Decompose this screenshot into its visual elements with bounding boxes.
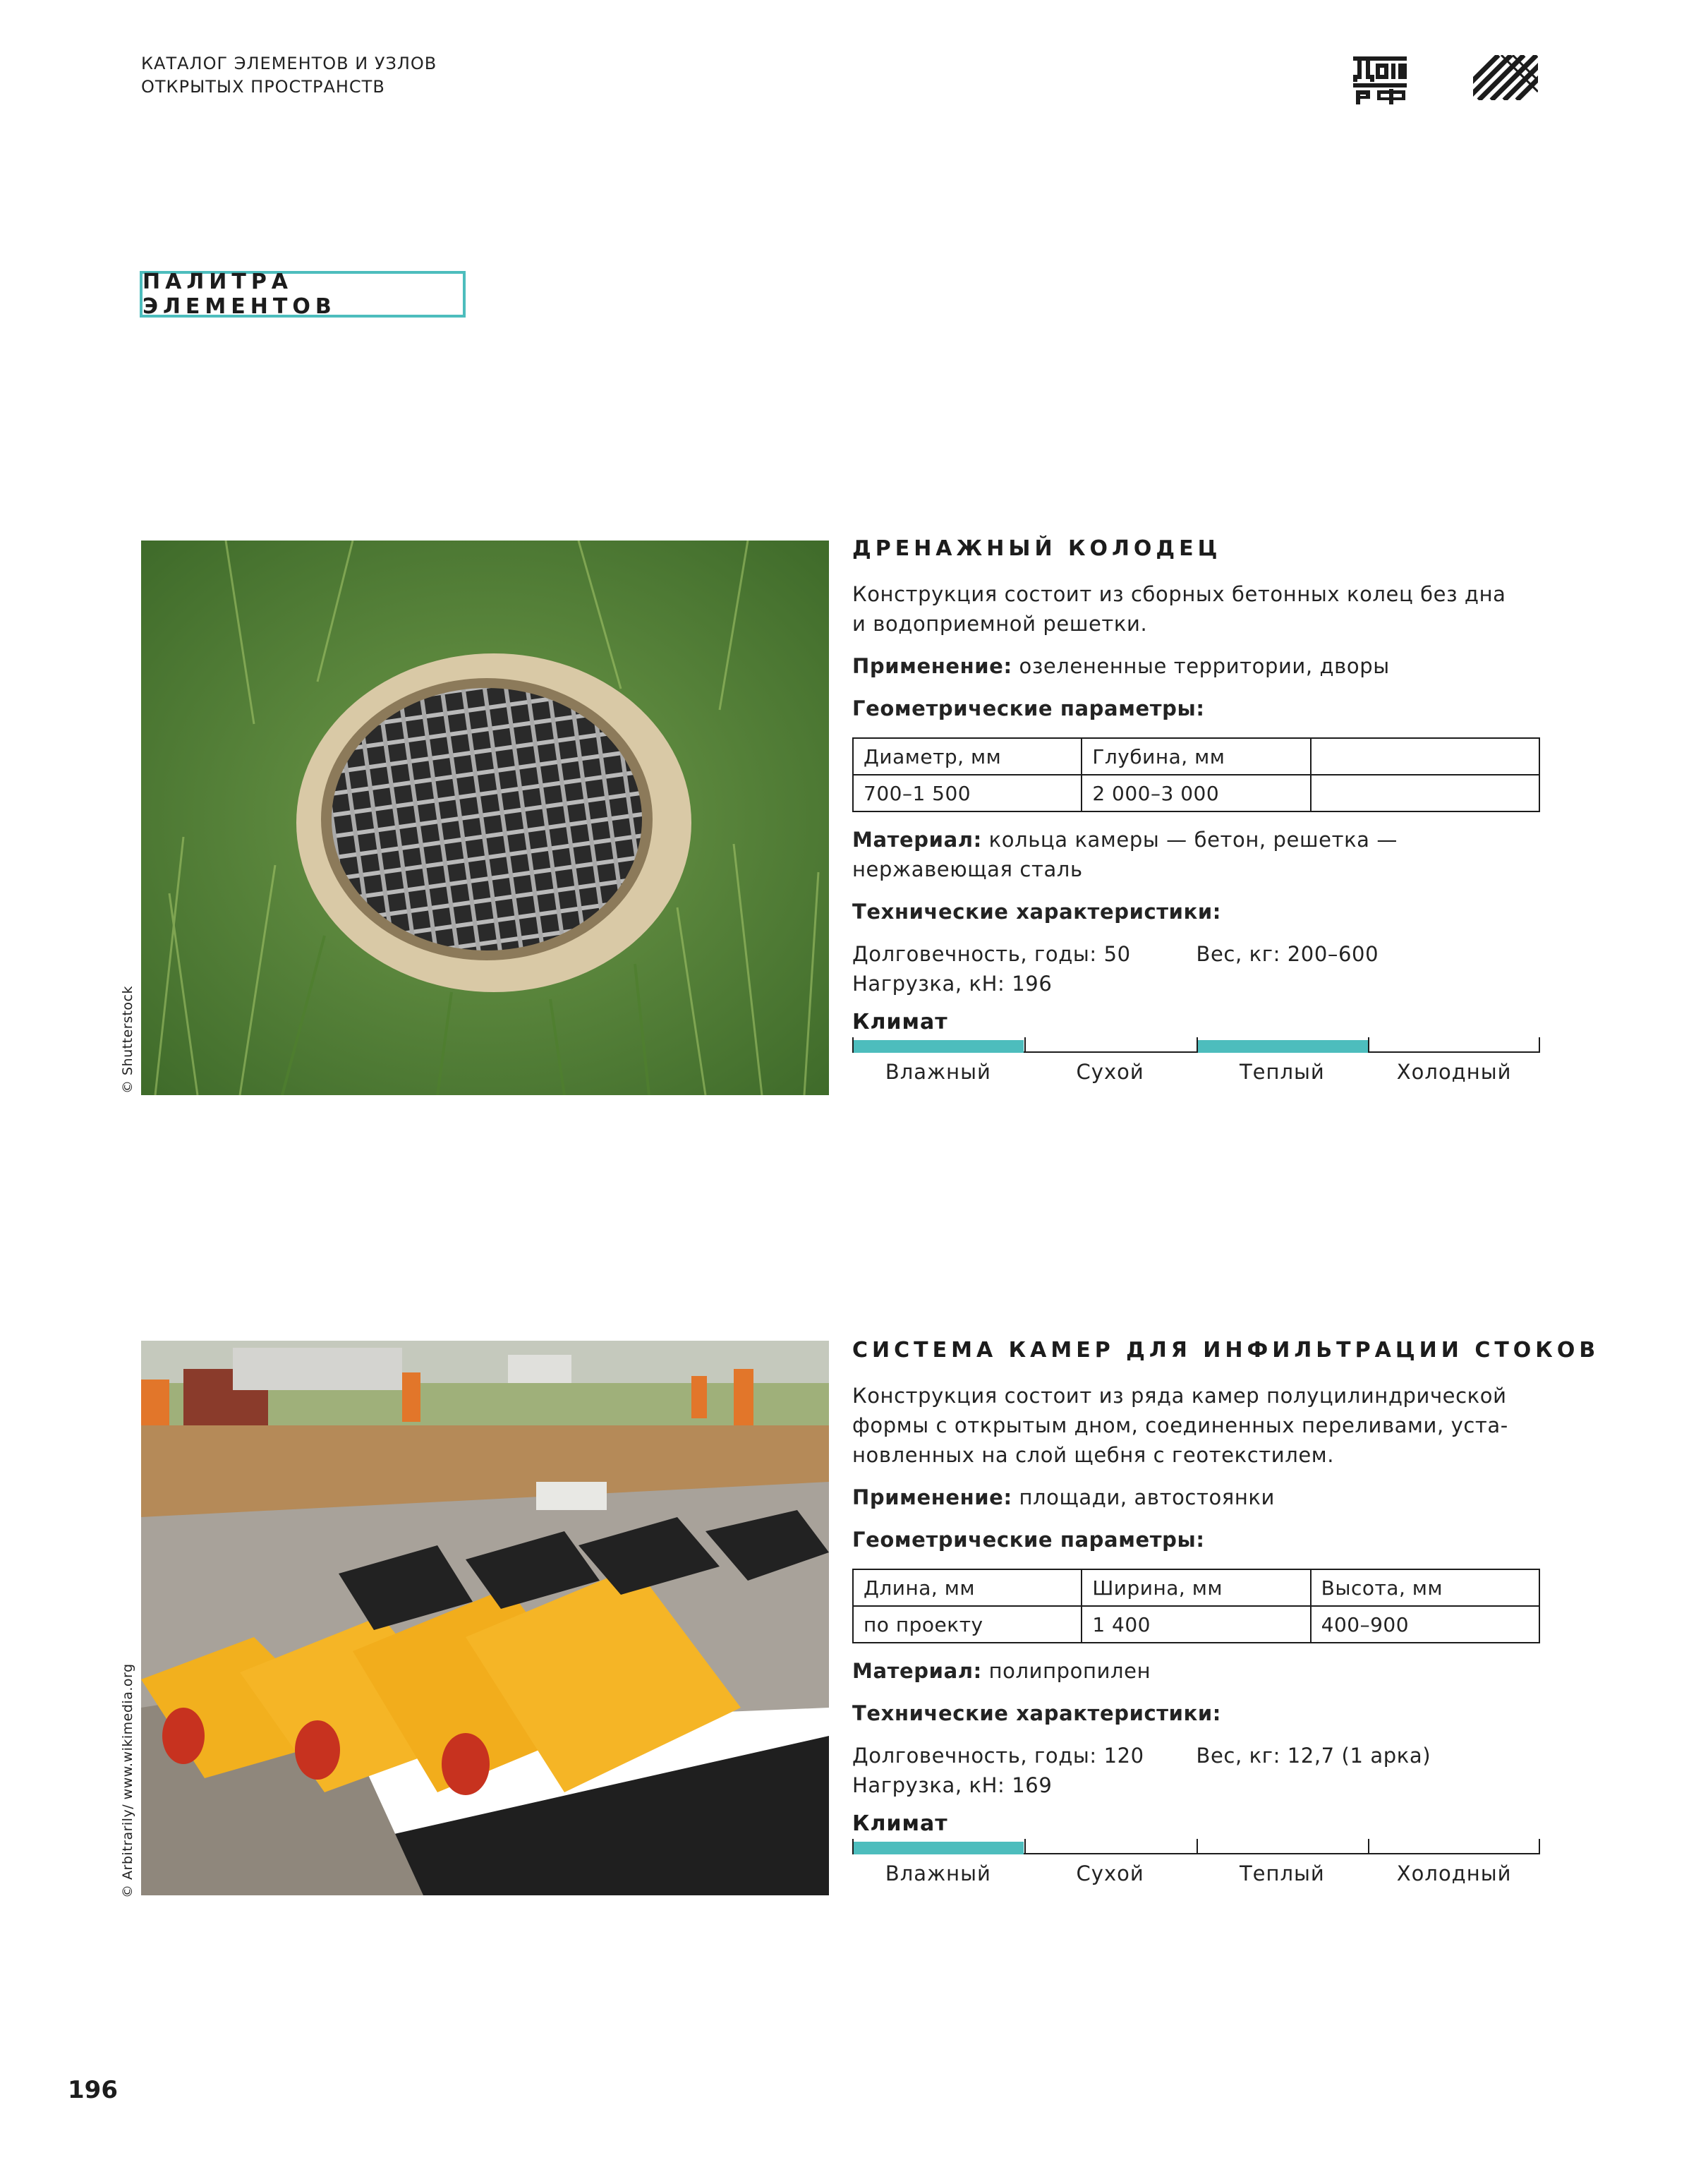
drainage-well-photo [141,541,829,1095]
climate-name: Сухой [1076,1861,1144,1885]
climate-name: Сухой [1076,1060,1144,1084]
climate-names [852,1060,1540,1084]
table-cell: Ширина, мм [1082,1569,1310,1606]
climate-tick [852,1037,854,1053]
catalog-title-line2: ОТКРЫТЫХ ПРОСТРАНСТВ [141,77,385,97]
climate-name: Теплый [1239,1060,1325,1084]
climate-tick [1539,1037,1540,1053]
material-label: Материал: [852,828,982,852]
geometry-label: Геометрические параметры: [852,1528,1205,1552]
infiltration-chambers-photo [141,1341,829,1895]
application-label: Применение: [852,1485,1012,1509]
application-value: площади, автостоянки [1012,1485,1275,1509]
element-title: ДРЕНАЖНЫЙ КОЛОДЕЦ [852,536,1222,561]
table-cell: 400–900 [1311,1606,1539,1643]
climate-tick [852,1839,854,1854]
climate-label: Климат [852,1010,948,1034]
climate-name: Холодный [1396,1060,1512,1084]
table-cell: по проекту [853,1606,1082,1643]
page-number: 196 [68,2076,118,2104]
table-cell [1311,738,1539,775]
climate-tick [1368,1839,1369,1854]
load: Нагрузка, кН: 196 [852,972,1053,996]
description-line: новленных на слой щебня с геотекстилем. [852,1443,1335,1467]
climate-segment-active [1197,1040,1368,1053]
tech-label: Технические характеристики: [852,900,1222,924]
climate-names [852,1861,1540,1885]
climate-label: Климат [852,1811,948,1836]
photo-credit: © Arbitrarily/ www.wikimedia.org [120,1663,135,1898]
application-value: озелененные территории, дворы [1012,654,1390,678]
description-line: Конструкция состоит из ряда камер полуцилиндрической [852,1384,1507,1408]
element-card-drainage-well [852,536,1579,1084]
climate-tick [1368,1037,1369,1053]
geometry-table [852,737,1540,812]
dom-rf-logo [1353,54,1407,104]
photo-credit: © Shutterstock [120,985,135,1094]
weight: Вес, кг: 200–600 [1196,942,1379,966]
climate-bar [852,1037,1540,1053]
weight: Вес, кг: 12,7 (1 арка) [1196,1744,1431,1768]
durability: Долговечность, годы: 50 [852,942,1131,966]
catalog-title [141,52,437,99]
climate-name: Влажный [885,1861,991,1885]
table-cell [1311,775,1539,811]
table-cell: Высота, мм [1311,1569,1539,1606]
table-cell: Диаметр, мм [853,738,1082,775]
geometry-table [852,1569,1540,1643]
application-label: Применение: [852,654,1012,678]
climate-bar [852,1839,1540,1854]
climate-tick [1024,1037,1026,1053]
description-line: формы с открытым дном, соединенных переливами, уста- [852,1413,1508,1437]
load: Нагрузка, кН: 169 [852,1773,1053,1797]
climate-segment-active [852,1842,1024,1854]
climate-tick [1024,1839,1026,1854]
description-line: Конструкция состоит из сборных бетонных колец без дна [852,582,1506,606]
tech-label: Технические характеристики: [852,1701,1222,1725]
climate-segment-active [852,1040,1024,1053]
material-value: полипропилен [988,1659,1151,1683]
element-card-infiltration-chambers [852,1338,1600,1885]
climate-name: Влажный [885,1060,991,1084]
table-cell: Длина, мм [853,1569,1082,1606]
element-title: СИСТЕМА КАМЕР ДЛЯ ИНФИЛЬТРАЦИИ СТОКОВ [852,1338,1600,1363]
material-value: нержавеющая сталь [852,857,1083,881]
table-cell: 1 400 [1082,1606,1310,1643]
climate-name: Холодный [1396,1861,1512,1885]
climate-tick [1197,1037,1198,1053]
palette-section-badge: ПАЛИТРА ЭЛЕМЕНТОВ [140,271,466,318]
climate-name: Теплый [1239,1861,1325,1885]
climate-tick [1197,1839,1198,1854]
description-line: и водоприемной решетки. [852,612,1148,636]
durability: Долговечность, годы: 120 [852,1744,1144,1768]
catalog-title-line1: КАТАЛОГ ЭЛЕМЕНТОВ И УЗЛОВ [141,54,437,73]
table-cell: 700–1 500 [853,775,1082,811]
table-cell: 2 000–3 000 [1082,775,1310,811]
table-cell: Глубина, мм [1082,738,1310,775]
material-label: Материал: [852,1659,982,1683]
material-value: кольца камеры — бетон, решетка — [988,828,1398,852]
geometry-label: Геометрические параметры: [852,696,1205,720]
striped-pattern-logo [1473,55,1538,100]
climate-tick [1539,1839,1540,1854]
